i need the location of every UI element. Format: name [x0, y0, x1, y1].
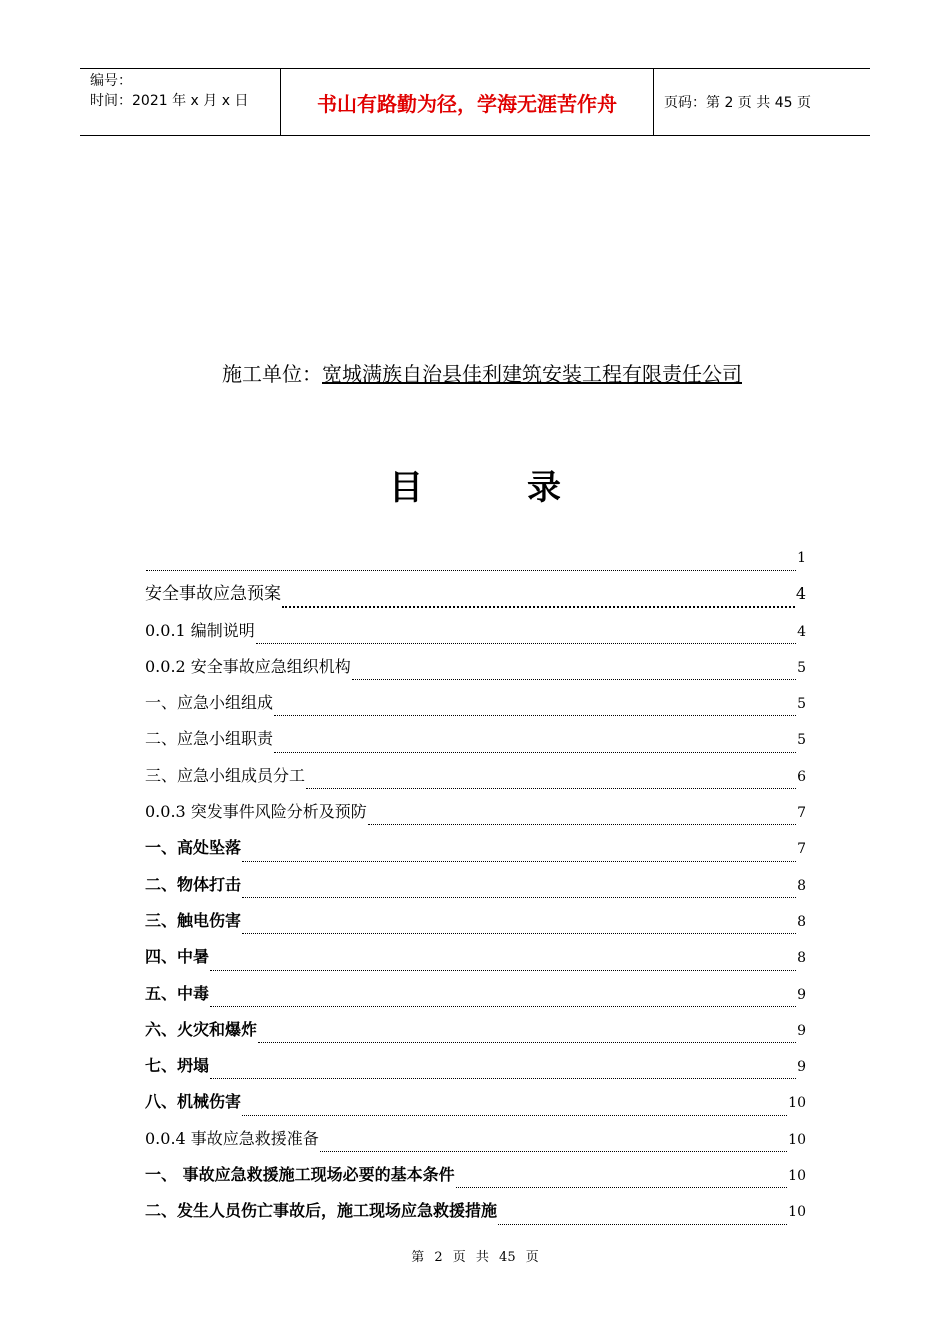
toc-entry-title: 0.0.4 事故应急救援准备	[145, 1128, 319, 1148]
header-left-cell	[80, 69, 281, 135]
toc-entry-title: 二、物体打击	[145, 874, 242, 894]
toc-entry[interactable]	[145, 689, 806, 725]
company-name: 宽城满族自治县佳利建筑安装工程有限责任公司	[322, 362, 742, 386]
toc-entry[interactable]	[145, 871, 806, 907]
toc-entry-page: 10	[788, 1095, 806, 1112]
toc-entry[interactable]	[145, 907, 806, 943]
toc-entry[interactable]	[145, 1197, 806, 1233]
toc-entry[interactable]	[145, 1125, 806, 1161]
toc-entry-page: 9	[797, 1022, 806, 1039]
toc-entry[interactable]	[145, 980, 806, 1016]
toc-entry[interactable]	[145, 544, 806, 580]
toc-entry-page: 7	[797, 805, 806, 822]
toc-entry-page: 6	[797, 768, 806, 785]
toc-entry[interactable]	[145, 762, 806, 798]
toc-entry-page: 9	[797, 1059, 806, 1076]
header-page: 页码：第 2 页 共 45 页	[664, 95, 811, 111]
toc-entry-title: 七、坍塌	[145, 1056, 210, 1076]
toc-entry[interactable]	[145, 653, 806, 689]
toc-entry-title: 0.0.2 安全事故应急组织机构	[145, 656, 351, 676]
toc-entry[interactable]	[145, 834, 806, 870]
toc-entry-title: 八、机械伤害	[145, 1092, 242, 1112]
toc-entry-title: 二、发生人员伤亡事故后，施工现场应急救援措施	[145, 1201, 498, 1221]
toc-entry-page: 7	[797, 841, 806, 858]
toc-entry-page: 8	[797, 950, 806, 967]
toc-entry[interactable]	[145, 580, 806, 616]
table-of-contents	[145, 544, 806, 1234]
toc-entry-page: 10	[788, 1131, 806, 1148]
toc-entry-page: 5	[797, 696, 806, 713]
page-footer: 第 2 页 共 45 页	[411, 1250, 539, 1265]
toc-entry-page: 4	[795, 584, 806, 604]
toc-entry-title: 安全事故应急预案	[145, 584, 281, 605]
company-line	[222, 358, 742, 387]
toc-entry-title: 一、应急小组组成	[145, 693, 274, 713]
toc-entry-page: 4	[797, 623, 806, 640]
toc-entry-title: 一、高处坠落	[145, 838, 242, 858]
toc-entry-page: 5	[797, 732, 806, 749]
toc-entry[interactable]	[145, 1088, 806, 1124]
toc-entry[interactable]	[145, 725, 806, 761]
toc-entry[interactable]	[145, 1052, 806, 1088]
header-number: 编号：	[90, 73, 132, 89]
toc-entry-title: 0.0.1 编制说明	[145, 620, 255, 640]
toc-entry-page: 10	[788, 1204, 806, 1221]
company-label: 施工单位：	[222, 362, 322, 386]
toc-entry-title: 六、火灾和爆炸	[145, 1019, 258, 1039]
toc-heading-char-2: 录	[527, 468, 561, 508]
toc-entry-title: 一、 事故应急救援施工现场必要的基本条件	[145, 1165, 455, 1185]
toc-entry-page: 8	[797, 877, 806, 894]
toc-entry-title: 四、中暑	[145, 947, 210, 967]
toc-entry-title: 五、中毒	[145, 983, 210, 1003]
toc-heading	[0, 460, 950, 509]
toc-heading-char-1: 目	[389, 468, 423, 508]
header-motto: 书山有路勤为径，学海无涯苦作舟	[281, 69, 654, 135]
toc-entry-page: 1	[797, 550, 806, 566]
toc-entry[interactable]	[145, 798, 806, 834]
header-date: 时间：2021 年 x 月 x 日	[90, 93, 249, 109]
toc-entry-title: 三、应急小组成员分工	[145, 765, 306, 785]
toc-entry[interactable]	[145, 1161, 806, 1197]
toc-entry[interactable]	[145, 943, 806, 979]
toc-entry-page: 8	[797, 913, 806, 930]
toc-entry[interactable]	[145, 1016, 806, 1052]
toc-entry-page: 5	[797, 659, 806, 676]
page-header	[80, 68, 870, 136]
toc-entry-title: 0.0.3 突发事件风险分析及预防	[145, 802, 367, 822]
toc-entry-title: 二、应急小组职责	[145, 729, 274, 749]
toc-entry-title: 三、触电伤害	[145, 910, 242, 930]
toc-entry-page: 10	[788, 1168, 806, 1185]
toc-entry-page: 9	[797, 986, 806, 1003]
toc-entry[interactable]	[145, 617, 806, 653]
